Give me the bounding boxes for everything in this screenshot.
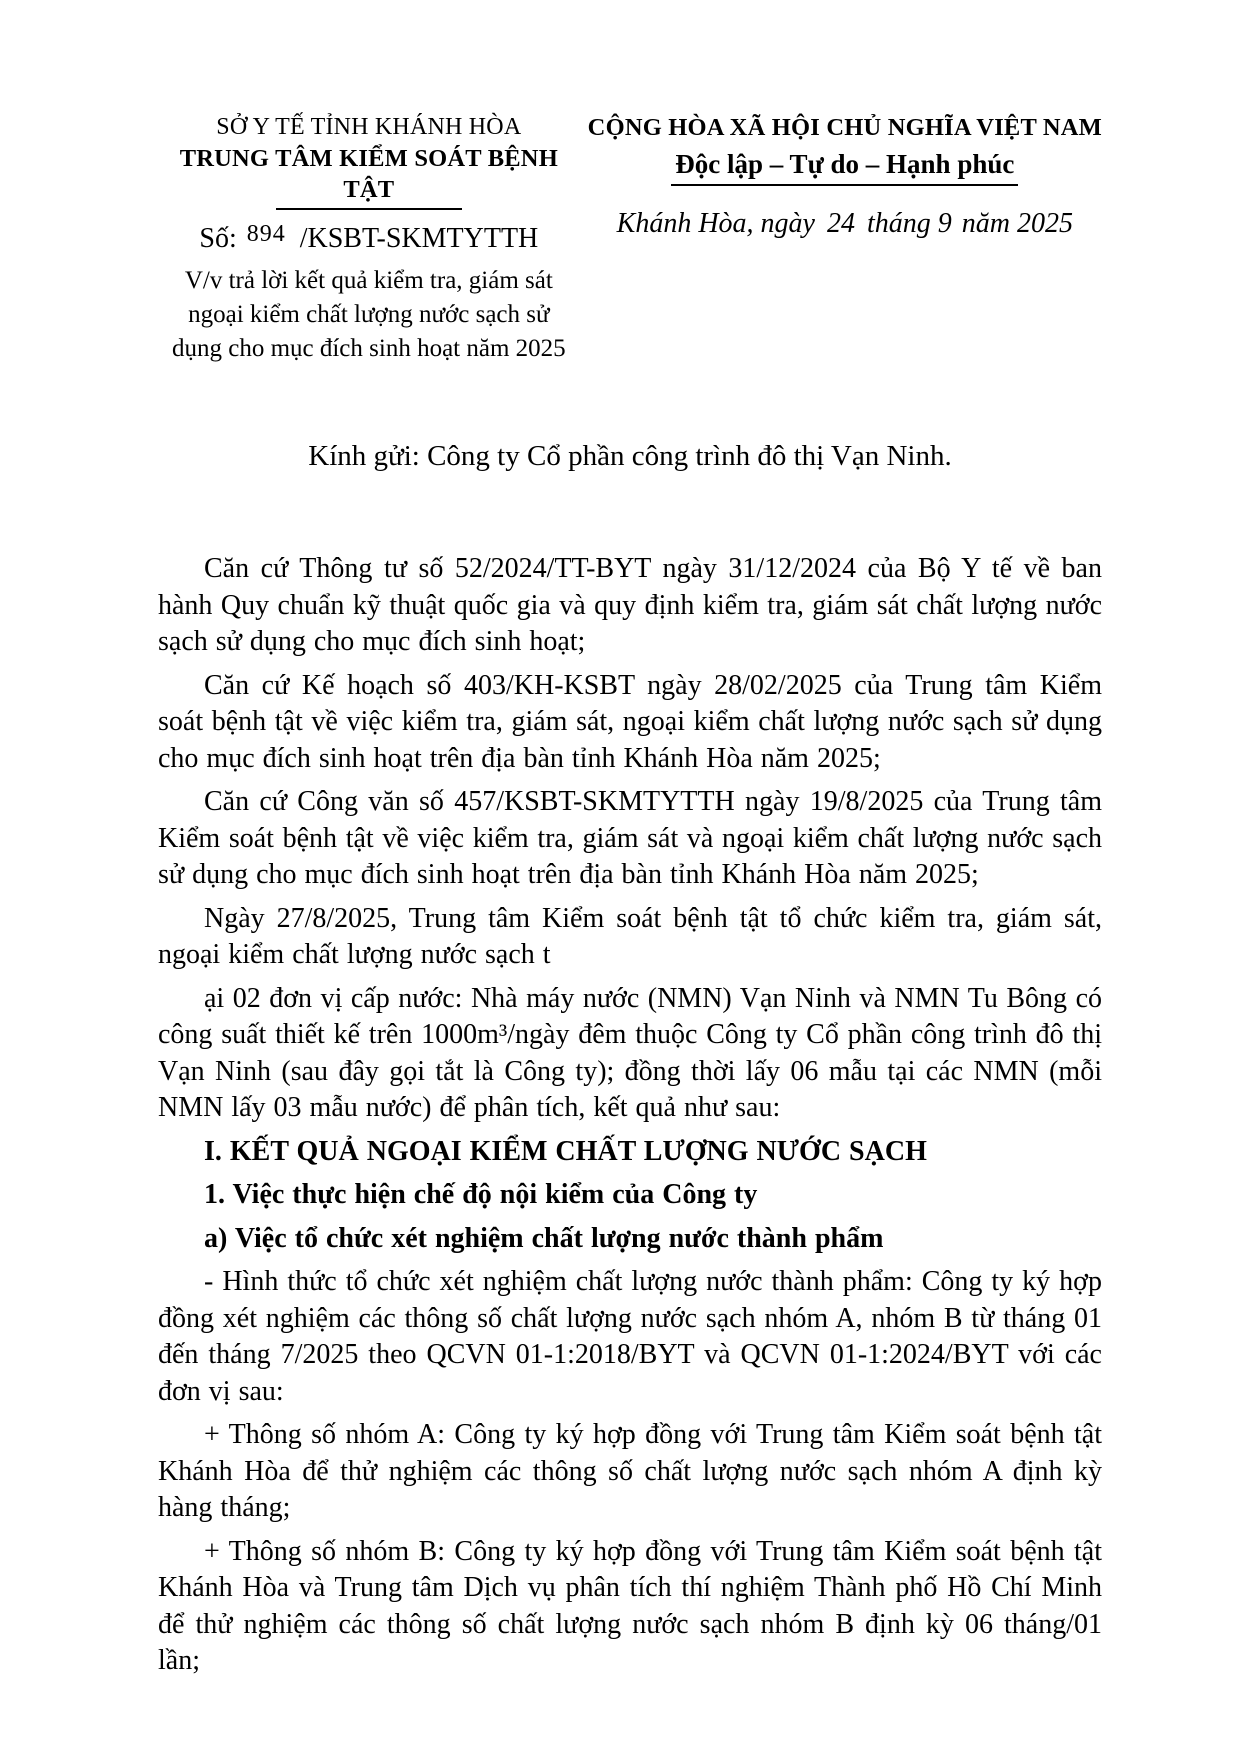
place-date-prefix: Khánh Hòa, ngày xyxy=(616,208,815,239)
letter-header xyxy=(158,112,1102,366)
greeting-line: Kính gửi: Công ty Cổ phần công trình đô thị Vạn Ninh. xyxy=(308,440,952,472)
letter-content xyxy=(158,112,1102,1687)
doc-number-label: Số: xyxy=(199,223,237,254)
doc-number-line xyxy=(158,223,580,255)
body-paragraph: Căn cứ Thông tư số 52/2024/TT-BYT ngày 31/12/2024 của Bộ Y tế về ban hành Quy chuẩn kỹ thuật quốc gia và quy định kiểm tra, giám sát chất lượng nước sạch sử dụng cho mục đích sinh hoạt; xyxy=(158,553,1102,657)
national-header-block xyxy=(580,112,1102,240)
section-heading-1: 1. Việc thực hiện chế độ nội kiểm của Công ty xyxy=(204,1179,758,1210)
org-name: TRUNG TÂM KIỂM SOÁT BỆNH TẬT xyxy=(179,145,558,203)
parent-org-name: SỞ Y TẾ TỈNH KHÁNH HÒA xyxy=(216,114,522,140)
date-year: năm 2025 xyxy=(961,208,1073,239)
org-name-underline xyxy=(276,208,462,210)
national-motto: Độc lập – Tự do – Hạnh phúc xyxy=(671,148,1018,186)
body-paragraph: - Hình thức tổ chức xét nghiệm chất lượng nước thành phẩm: Công ty ký hợp đồng xét nghiệm các thông số chất lượng nước sạch nhóm A, nhóm B từ tháng 01 đến tháng 7/2025 theo QCVN 01-1:2018/BYT và QCVN 01-1:2024/BYT với các đơn vị sau: xyxy=(158,1266,1102,1407)
section-heading-I: I. KẾT QUẢ NGOẠI KIỂM CHẤT LƯỢNG NƯỚC SẠCH xyxy=(204,1135,927,1167)
body-paragraph: ại 02 đơn vị cấp nước: Nhà máy nước (NMN) Vạn Ninh và NMN Tu Bông có công suất thiết kế trên 1000m³/ngày đêm thuộc Công ty Cổ phần công trình đô thị Vạn Ninh (sau đây gọi tắt là Công ty); đồng thời lấy 06 mẫu tại các NMN (mỗi NMN lấy 03 mẫu nước) để phân tích, kết quả như sau: xyxy=(158,982,1102,1123)
section-heading-a: a) Việc tổ chức xét nghiệm chất lượng nước thành phẩm xyxy=(204,1222,884,1254)
national-title: CỘNG HÒA XÃ HỘI CHỦ NGHĨA VIỆT NAM xyxy=(587,114,1102,141)
body-paragraph: + Thông số nhóm A: Công ty ký hợp đồng với Trung tâm Kiểm soát bệnh tật Khánh Hòa để thử nghiệm các thông số chất lượng nước sạch nhóm A định kỳ hàng tháng; xyxy=(158,1419,1102,1523)
date-month: tháng 9 xyxy=(866,208,952,239)
doc-number-code: /KSBT-SKMTYTTH xyxy=(299,223,539,254)
doc-number-value: 894 xyxy=(246,221,286,247)
body-paragraph: Ngày 27/8/2025, Trung tâm Kiểm soát bệnh tật tổ chức kiểm tra, giám sát, ngoại kiểm chất lượng nước sạch t xyxy=(158,902,1102,970)
place-date-line xyxy=(588,208,1102,240)
body-paragraph: + Thông số nhóm B: Công ty ký hợp đồng với Trung tâm Kiểm soát bệnh tật Khánh Hòa và Trung tâm Dịch vụ phân tích thí nghiệm Thành phố Hồ Chí Minh để thử nghiệm các thông số chất lượng nước sạch nhóm B định kỳ 06 tháng/01 lần; xyxy=(158,1535,1102,1676)
issuer-block xyxy=(158,112,580,366)
date-day: 24 xyxy=(826,208,855,239)
body-paragraph: Căn cứ Kế hoạch số 403/KH-KSBT ngày 28/02/2025 của Trung tâm Kiểm soát bệnh tật về việc kiểm tra, giám sát, ngoại kiểm chất lượng nước sạch sử dụng cho mục đích sinh hoạt trên địa bàn tỉnh Khánh Hòa năm 2025; xyxy=(158,669,1102,774)
doc-subject: V/v trả lời kết quả kiểm tra, giám sát ngoại kiểm chất lượng nước sạch sử dụng cho mục đích sinh hoạt năm 2025 xyxy=(171,267,566,362)
letter-body xyxy=(158,551,1102,1680)
body-paragraph: Căn cứ Công văn số 457/KSBT-SKMTYTTH ngày 19/8/2025 của Trung tâm Kiểm soát bệnh tật về việc kiểm tra, giám sát và ngoại kiểm chất lượng nước sạch sử dụng cho mục đích sinh hoạt trên địa bàn tỉnh Khánh Hòa năm 2025; xyxy=(158,786,1102,890)
